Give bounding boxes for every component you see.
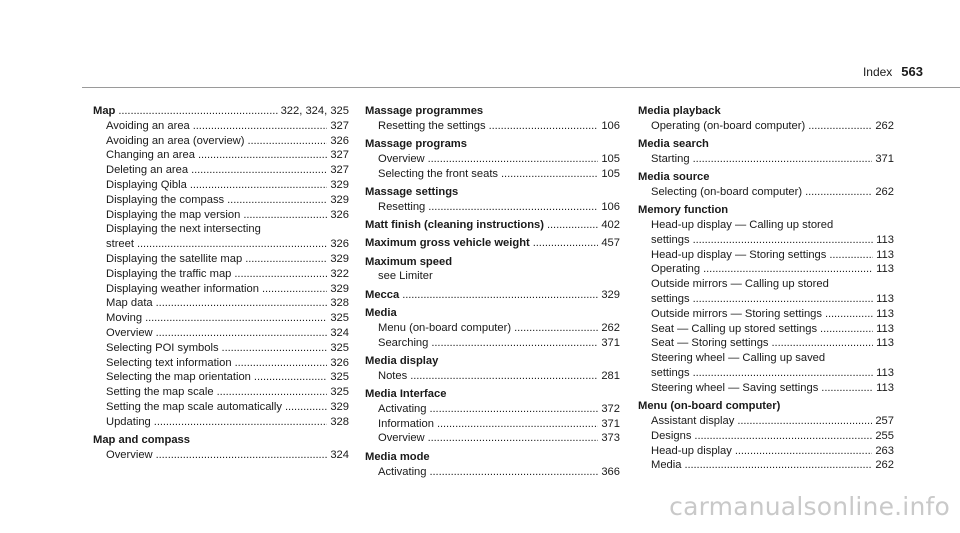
index-subentry [638,262,894,277]
entry-text: Setting the map scale automatically [106,400,282,413]
entry-text: Media search [638,138,709,151]
leader-dots [514,321,598,336]
index-subentry [93,400,349,415]
page-reference: 113 [876,381,894,394]
index-subentry [93,237,349,252]
page-reference: 325 [330,341,349,354]
index-subentry [93,296,349,311]
page-reference: 329 [330,400,349,413]
page-reference: 373 [601,432,620,445]
entry-text: Displaying Qibla [106,178,187,191]
index-subentry [638,444,894,459]
index-subentry [638,185,894,200]
leader-dots [428,431,599,446]
entry-text: Massage programmes [365,105,484,117]
watermark: carmanualsonline.info [669,492,950,521]
page-reference: 329 [330,178,349,191]
index-entry [638,137,894,167]
index-entry [365,288,620,303]
leader-dots [156,448,328,463]
entry-text: Information [378,417,434,430]
entry-text: Resetting the settings [378,119,486,132]
index-subentry [638,248,894,263]
entry-text: Designs [651,429,692,442]
index-entry [638,170,894,200]
page-reference: 329 [330,193,349,206]
page-reference: 325 [330,386,349,399]
entry-text: Assistant display [651,414,735,427]
entry-text: Memory function [638,204,729,217]
page-reference: 263 [875,444,894,457]
index-subentry [93,282,349,297]
index-subentry [93,193,349,208]
index-column-1 [93,104,349,463]
leader-dots [437,417,598,432]
page-reference: 324 [330,448,349,461]
leader-dots [254,370,327,385]
index-entry [365,387,620,446]
leader-dots [428,152,599,167]
page-number: 563 [901,64,923,79]
entry-text: Setting the map scale [106,386,214,399]
leader-dots [137,237,327,252]
leader-dots [808,119,872,134]
index-heading [365,104,620,119]
index-heading [365,288,620,303]
index-subentry [638,277,894,292]
index-heading [365,306,620,321]
entry-text: Map [93,105,116,117]
leader-dots [820,322,873,337]
index-subentry [638,381,894,396]
leader-dots [243,208,327,223]
index-subentry [365,465,620,480]
leader-dots [245,252,327,267]
page-reference: 106 [601,119,620,132]
entry-text: Map data [106,297,153,310]
index-subentry [365,369,620,384]
index-entry [365,185,620,215]
entry-text: Activating [378,402,427,415]
index-subentry [638,366,894,381]
leader-dots [156,326,328,341]
entry-text: Massage programs [365,138,467,151]
index-subentry [93,311,349,326]
index-subentry [365,321,620,336]
index-heading [93,104,349,119]
leader-dots [430,402,599,417]
index-entry [365,306,620,350]
entry-text: Displaying the compass [106,193,225,206]
entry-text: Steering wheel — Saving settings [651,381,819,394]
leader-dots [190,178,327,193]
index-subentry [93,148,349,163]
index-subentry [638,119,894,134]
entry-text: Activating [378,465,427,478]
entry-text: Selecting the front seats [378,167,499,180]
entry-text: Displaying weather information [106,282,259,295]
index-subentry [638,152,894,167]
page-reference: 113 [876,322,894,335]
page-reference: 326 [330,208,349,221]
page-reference: 106 [601,200,620,213]
index-subentry [638,307,894,322]
page-reference: 324 [330,326,349,339]
page-reference: 326 [330,134,349,147]
page-reference: 322 [330,267,349,280]
entry-text: Selecting the map orientation [106,371,251,384]
leader-dots [402,288,598,303]
leader-dots [737,414,872,429]
entry-text: Moving [106,312,143,325]
entry-text: Media [651,459,682,472]
page-reference: 262 [875,459,894,472]
index-heading [638,170,894,185]
index-heading [365,450,620,465]
index-subentry [365,167,620,182]
page-reference: 371 [601,336,620,349]
leader-dots [821,381,873,396]
page-reference: 325 [330,371,349,384]
page-reference: 325 [330,312,349,325]
leader-dots [684,458,872,473]
page-reference: 371 [875,152,894,165]
page-reference: 402 [601,219,620,232]
entry-text: Maximum gross vehicle weight [365,237,530,250]
entry-text: Overview [106,448,153,461]
entry-text: Outside mirrors — Storing settings [651,307,822,320]
leader-dots [501,167,598,182]
page-reference: 262 [875,185,894,198]
page-reference: 366 [601,465,620,478]
entry-text: street [106,238,134,251]
index-heading [365,354,620,369]
entry-text: settings [651,233,690,246]
page-reference: 327 [330,164,349,177]
leader-dots [227,193,327,208]
page-reference: 255 [875,429,894,442]
page-reference: 371 [601,417,620,430]
leader-dots [118,104,277,119]
leader-dots [235,356,328,371]
leader-dots [198,148,327,163]
index-subentry [93,163,349,178]
page-reference: 113 [876,293,894,306]
index-entry [365,354,620,384]
index-subentry [93,415,349,430]
index-entry [365,137,620,181]
index-subentry [365,152,620,167]
index-entry [638,203,894,395]
entry-text: Menu (on-board computer) [638,400,781,413]
leader-dots [247,134,327,149]
entry-text: Operating [651,263,701,276]
leader-dots [222,341,328,356]
index-subentry [638,336,894,351]
index-subentry [638,414,894,429]
entry-text: Menu (on-board computer) [378,321,512,334]
entry-text: Displaying the map version [106,208,241,221]
page-reference: 326 [330,238,349,251]
index-heading [365,137,620,152]
index-heading [638,203,894,218]
leader-dots [805,185,872,200]
index-subentry [638,351,894,366]
entry-text: Matt finish (cleaning instructions) [365,219,545,232]
index-subentry [365,269,620,284]
index-entry [365,450,620,480]
index-heading [365,185,620,200]
index-heading [365,387,620,402]
entry-text: Starting [651,152,690,165]
index-heading [365,218,620,233]
entry-text: Outside mirrors — Calling up stored [651,278,829,291]
index-heading [638,399,894,414]
entry-text: Head-up display — Calling up stored [651,219,834,232]
index-subentry [93,448,349,463]
entry-text: Media Interface [365,388,447,401]
index-subentry [93,385,349,400]
page-reference: 281 [601,369,620,382]
index-subentry [638,458,894,473]
leader-dots [825,307,873,322]
leader-dots [145,311,327,326]
page-reference: 113 [876,248,894,261]
entry-text: Searching [378,336,429,349]
page-reference: 257 [875,414,894,427]
leader-dots [234,267,327,282]
index-entry [93,433,349,463]
entry-text: Media mode [365,450,430,463]
page-reference: 329 [330,252,349,265]
entry-text: Displaying the next intersecting [106,223,261,236]
leader-dots [430,465,599,480]
index-subentry [638,233,894,248]
leader-dots [772,336,874,351]
leader-dots [285,400,327,415]
entry-text: Displaying the traffic map [106,267,232,280]
section-title: Index [862,65,893,79]
index-subentry [93,356,349,371]
index-subentry [365,200,620,215]
leader-dots [262,282,327,297]
index-subentry [365,431,620,446]
entry-text: Notes [378,369,408,382]
page-reference: 113 [876,337,894,350]
page-reference: 372 [601,402,620,415]
index-column-3 [638,104,894,473]
entry-text: Mecca [365,288,400,301]
entry-text: see Limiter [378,270,433,283]
entry-text: settings [651,293,690,306]
index-entry [93,104,349,430]
page-header [863,64,923,79]
index-column-2 [365,104,620,479]
entry-text: Resetting [378,200,426,213]
leader-dots [154,415,328,430]
index-subentry [365,119,620,134]
page-reference: 113 [876,367,894,380]
leader-dots [693,152,873,167]
index-subentry [93,222,349,237]
entry-text: Massage settings [365,185,459,198]
entry-text: Selecting text information [106,356,232,369]
index-entry [365,236,620,251]
index-subentry [638,429,894,444]
page-reference: 328 [330,297,349,310]
entry-text: Head-up display — Storing settings [651,248,827,261]
entry-text: Selecting (on-board computer) [651,185,803,198]
leader-dots [693,233,874,248]
page-reference: 327 [330,149,349,162]
index-subentry [365,417,620,432]
entry-text: Steering wheel — Calling up saved [651,352,826,365]
page-reference: 329 [601,288,620,301]
page-reference: 105 [601,167,620,180]
index-subentry [93,326,349,341]
index-entry [365,104,620,134]
leader-dots [489,119,599,134]
page-reference: 328 [330,415,349,428]
leader-dots [156,296,328,311]
leader-dots [217,385,328,400]
index-heading [638,137,894,152]
entry-text: settings [651,367,690,380]
page-reference: 113 [876,263,894,276]
leader-dots [829,248,873,263]
entry-text: Seat — Storing settings [651,337,769,350]
leader-dots [693,366,874,381]
entry-text: Media source [638,171,710,184]
entry-text: Displaying the satellite map [106,252,243,265]
index-entry [638,104,894,134]
index-subentry [638,292,894,307]
index-subentry [93,134,349,149]
index-entry [638,399,894,473]
page-reference: 262 [875,119,894,132]
index-heading [638,104,894,119]
leader-dots [193,119,328,134]
index-heading [93,433,349,448]
index-subentry [93,178,349,193]
entry-text: Head-up display [651,444,732,457]
page-reference: 326 [330,356,349,369]
entry-text: Overview [106,326,153,339]
entry-text: Deleting an area [106,164,189,177]
entry-text: Avoiding an area (overview) [106,134,245,147]
page-reference: 457 [601,237,620,250]
header-rule [82,87,960,88]
index-subentry [365,402,620,417]
leader-dots [693,292,874,307]
page-reference: 329 [330,282,349,295]
entry-text: Media playback [638,105,721,117]
entry-text: Media display [365,354,439,367]
page-reference: 262 [601,321,620,334]
index-heading [365,236,620,251]
leader-dots [735,444,872,459]
index-subentry [93,341,349,356]
entry-text: Overview [378,152,425,165]
entry-text: Changing an area [106,149,195,162]
page-reference: 113 [876,307,894,320]
index-heading [365,255,620,270]
page-reference: 322, 324, 325 [280,105,349,117]
entry-text: Updating [106,415,151,428]
index-entry [365,218,620,233]
entry-text: Seat — Calling up stored settings [651,322,818,335]
page-reference: 105 [601,152,620,165]
leader-dots [431,336,598,351]
index-subentry [638,218,894,233]
index-subentry [93,370,349,385]
index-subentry [93,119,349,134]
leader-dots [191,163,327,178]
index-subentry [93,252,349,267]
index-subentry [93,208,349,223]
page-reference: 113 [876,233,894,246]
index-subentry [93,267,349,282]
entry-text: Avoiding an area [106,119,190,132]
leader-dots [428,200,598,215]
entry-text: Overview [378,432,425,445]
entry-text: Operating (on-board computer) [651,119,806,132]
leader-dots [533,236,599,251]
leader-dots [410,369,598,384]
leader-dots [694,429,872,444]
entry-text: Media [365,307,397,320]
index-entry [365,255,620,285]
leader-dots [547,218,598,233]
index-subentry [638,322,894,337]
index-subentry [365,336,620,351]
page-reference: 327 [330,119,349,132]
entry-text: Map and compass [93,434,190,447]
leader-dots [703,262,873,277]
entry-text: Maximum speed [365,255,453,268]
entry-text: Selecting POI symbols [106,341,219,354]
